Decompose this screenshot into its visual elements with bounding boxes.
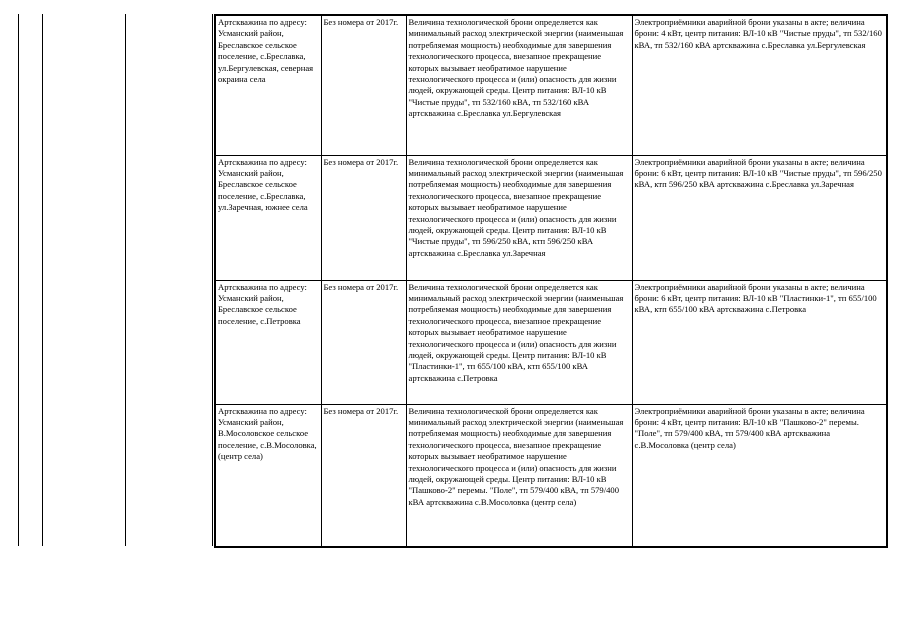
number-cell: Без номера от 2017г. [321, 155, 406, 280]
number-cell: Без номера от 2017г. [321, 280, 406, 404]
table-row [215, 155, 887, 280]
object-cell: Артскважина по адресу: Усманский район, Бреславское сельское поселение, с.Бреславка, ул.Бергулевская, северная окраина села [215, 15, 321, 155]
left-margin-rule-1 [18, 14, 19, 546]
consumers-cell: Электроприёмники аварийной брони указаны в акте; величина брони: 6 кВт, центр питания: ВЛ-10 кВ "Пластинки-1", тп 655/100 кВА, ктп 655/100 кВА артскважина с.Петровка [632, 280, 887, 404]
consumers-cell: Электроприёмники аварийной брони указаны в акте; величина брони: 6 кВт, центр питания: ВЛ-10 кВ "Чистые пруды", тп 596/250 кВА, ктп 596/250 кВА артскважина с.Бреславка ул.Заречная [632, 155, 887, 280]
description-cell: Величина технологической брони определяется как минимальный расход электрической энергии (наименьшая потребляемая мощность) необходимые для завершения технологического процесса, внезапное прекращение которых вызывает необратимое нарушение технологического процесса и (или) опасность для жизни людей, окружающей среды. Центр питания: ВЛ-10 кВ "Чистые пруды", тп 532/160 кВА, тп 532/160 кВА артскважина с.Бреславка ул.Бергулевская [406, 15, 632, 155]
number-cell: Без номера от 2017г. [321, 15, 406, 155]
left-margin-rule-2 [42, 14, 43, 546]
consumers-cell: Электроприёмники аварийной брони указаны в акте; величина брони: 4 кВт, центр питания: ВЛ-10 кВ "Чистые пруды", тп 532/160 кВА, тп 532/160 кВА артскважина с.Бреславка ул.Бергулевская [632, 15, 887, 155]
left-margin-rule-3 [125, 14, 126, 546]
description-cell: Величина технологической брони определяется как минимальный расход электрической энергии (наименьшая потребляемая мощность) необходимые для завершения технологического процесса, внезапное прекращение которых вызывает необратимое нарушение технологического процесса и (или) опасность для жизни людей, окружающей среды. Центр питания: ВЛ-10 кВ "Чистые пруды", тп 596/250 кВА, ктп 596/250 кВА артскважина с.Бреславка ул.Заречная [406, 155, 632, 280]
description-cell: Величина технологической брони определяется как минимальный расход электрической энергии (наименьшая потребляемая мощность) необходимые для завершения технологического процесса, внезапное прекращение которых вызывает необратимое нарушение технологического процесса и (или) опасность для жизни людей, окружающей среды. Центр питания: ВЛ-10 кВ "Пашково-2" перемы. "Поле", тп 579/400 кВА, тп 579/400 кВА артскважина с.В.Мосоловка (центр села) [406, 404, 632, 547]
table-row [215, 280, 887, 404]
object-cell: Артскважина по адресу: Усманский район, Бреславское сельское поселение, с.Петровка [215, 280, 321, 404]
object-cell: Артскважина по адресу: Усманский район, Бреславское сельское поселение, с.Бреславка, ул.Заречная, южнее села [215, 155, 321, 280]
left-margin-rule-4 [212, 14, 213, 546]
table-row [215, 15, 887, 155]
object-cell: Артскважина по адресу: Усманский район, В.Мосоловское сельское поселение, с.В.Мосоловка, (центр села) [215, 404, 321, 547]
consumers-cell: Электроприёмники аварийной брони указаны в акте; величина брони: 4 кВт, центр питания: ВЛ-10 кВ "Пашково-2" перемы. "Поле", тп 579/400 кВА, тп 579/400 кВА артскважина с.В.Мосоловка (центр села) [632, 404, 887, 547]
description-cell: Величина технологической брони определяется как минимальный расход электрической энергии (наименьшая потребляемая мощность) необходимые для завершения технологического процесса, внезапное прекращение которых вызывает необратимое нарушение технологического процесса и (или) опасность для жизни людей, окружающей среды. Центр питания: ВЛ-10 кВ "Пластинки-1", тп 655/100 кВА, ктп 655/100 кВА артскважина с.Петровка [406, 280, 632, 404]
number-cell: Без номера от 2017г. [321, 404, 406, 547]
table-row [215, 404, 887, 547]
technological-reserve-table [214, 14, 888, 548]
